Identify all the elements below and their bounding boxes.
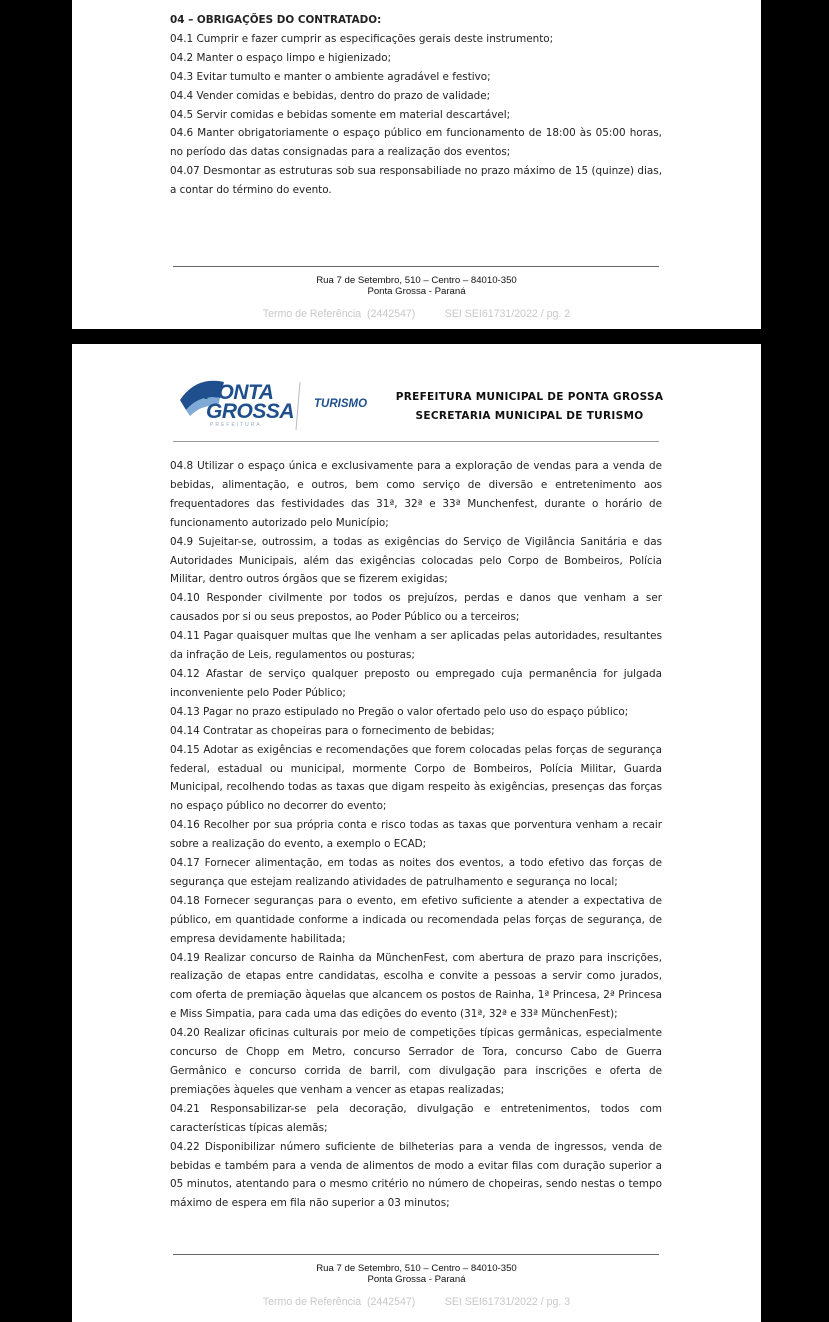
- clause-item: 04.21 Responsabilizar-se pela decoração, divulgação e entretenimentos, todos com características típicas alemãs;: [170, 1102, 662, 1134]
- footer-divider: [173, 1254, 659, 1255]
- clause-item: 04.20 Realizar oficinas culturais por meio de competições típicas germânicas, especialmente concurso de Chopp em Metro, concurso Serrador de Tora, concurso Cabo de Guerra Germânico e concurso corrida de barril, com divulgação para inscrições e oferta de premiações àqueles que venham a vencer as etapas realizadas;: [170, 1027, 662, 1096]
- clause-item: 04.15 Adotar as exigências e recomendações que forem colocadas pelas forças de segurança federal, estadual ou municipal, mormente Corpo de Bombeiros, Polícia Militar, Guarda Municipal, recolhendo todas as taxas que digam respeito às exigências, presenças das forças no espaço público no decorrer do evento;: [170, 743, 662, 813]
- clause-item: 04.07 Desmontar as estruturas sob sua responsabiliade no prazo máximo de 15 (quinze) dias, a contar do término do evento.: [170, 165, 662, 197]
- logo-line-1: PONTA: [204, 381, 274, 404]
- clause-item: 04.8 Utilizar o espaço única e exclusivamente para a exploração de vendas para a venda de bebidas, alimentação, e outros, bem como serviço de diversão e entretenimento aos frequentadores das festividades das 31ª, 32ª e 33ª Munchenfest, durante o horário de funcionamento autorizado pelo Município;: [170, 460, 662, 529]
- logo-line-2: GROSSA: [206, 400, 295, 423]
- header-institution: PREFEITURA MUNICIPAL DE PONTA GROSSA: [395, 391, 664, 403]
- document-page-2: [72, 0, 761, 329]
- clause-item: 04.17 Fornecer alimentação, em todas as noites dos eventos, a todo efetivo das forças de segurança que estejam realizando atividades de patrulhamento e segurança no local;: [170, 857, 662, 888]
- sei-watermark: Termo de Referência (2442547) SEI SEI61731/2022 / pg. 2: [262, 308, 571, 320]
- sei-watermark: Termo de Referência (2442547) SEI SEI61731/2022 / pg. 3: [262, 1296, 571, 1308]
- clause-item: 04.6 Manter obrigatoriamente o espaço público em funcionamento de 18:00 às 05:00 horas, no período das datas consignadas para a realização dos eventos;: [170, 127, 662, 159]
- page-2-body: [170, 11, 662, 200]
- clause-item: 04.18 Fornecer seguranças para o evento, em efetivo suficiente a atender a expectativa de público, em quantidade conforme a indicada ou recomendada pelas forças de segurança, de empresa devidamente habilitada;: [170, 894, 662, 945]
- footer-divider: [173, 266, 659, 267]
- clause-item: 04.1 Cumprir e fazer cumprir as especificações gerais deste instrumento;: [170, 32, 554, 45]
- clause-item: 04.13 Pagar no prazo estipulado no Pregão o valor ofertado pelo uso do espaço público;: [170, 705, 629, 718]
- section-heading: 04 – OBRIGAÇÕES DO CONTRATADO:: [170, 14, 382, 26]
- turismo-logo-tag: TURISMO: [314, 398, 368, 410]
- clause-item: 04.9 Sujeitar-se, outrossim, a todas as exigências do Serviço de Vigilância Sanitária e das Autoridades Municipais, além das exigências colocadas pelo Corpo de Bombeiros, Polícia Militar, dentro outros órgãos que se fizerem exigidas;: [170, 535, 662, 586]
- clause-item: 04.12 Afastar de serviço qualquer preposto ou empregado cuja permanência for julgada inconveniente pelo Poder Público;: [170, 667, 662, 699]
- ponta-grossa-logo: [176, 370, 304, 436]
- header-department: SECRETARIA MUNICIPAL DE TURISMO: [415, 410, 644, 422]
- clause-item: 04.16 Recolher por sua própria conta e risco todas as taxas que porventura venham a recair sobre a realização do evento, a exemplo o ECAD;: [170, 819, 662, 851]
- clause-item: 04.3 Evitar tumulto e manter o ambiente agradável e festivo;: [170, 70, 491, 83]
- clause-item: 04.5 Servir comidas e bebidas somente em material descartável;: [170, 108, 511, 121]
- document-page-3: [72, 344, 761, 1322]
- page-3-body: [170, 457, 662, 1213]
- clause-item: 04.14 Contratar as chopeiras para o fornecimento de bebidas;: [170, 724, 495, 737]
- clause-item: 04.4 Vender comidas e bebidas, dentro do prazo de validade;: [170, 89, 491, 102]
- clause-item: 04.10 Responder civilmente por todos os prejuízos, perdas e danos que venham a ser causados por si ou seus prepostos, ao Poder Público ou a terceiros;: [170, 592, 662, 624]
- header-divider: [173, 441, 659, 442]
- clause-item: 04.11 Pagar quaisquer multas que lhe venham a ser aplicadas pelas autoridades, resultantes da infração de Leis, regulamentos ou posturas;: [170, 630, 662, 662]
- footer-address: Rua 7 de Setembro, 510 – Centro – 84010-350: [316, 1263, 517, 1274]
- logo-subtitle: PREFEITURA: [210, 422, 262, 428]
- clause-item: 04.2 Manter o espaço limpo e higienizado;: [170, 51, 392, 64]
- clause-item: 04.22 Disponibilizar número suficiente de bilheterias para a venda de ingressos, venda de bebidas e também para a venda de alimentos de modo a evitar filas com duração superior a 05 minutos, atentando para o mesmo critério no número de chopeiras, sendo nestas o tempo máximo de espera em fila não superior a 03 minutos;: [170, 1140, 662, 1210]
- clause-item: 04.19 Realizar concurso de Rainha da MünchenFest, com abertura de prazo para inscrições, realização de etapas entre candidatas, escolha e convite a pessoas a servir como jurados, com oferta de premiação àquelas que alcancem os postos de Rainha, 1ª Princesa, 2ª Princesa e Miss Simpatia, para cada uma das edições do evento (31ª, 32ª e 33ª MünchenFest);: [170, 951, 662, 1021]
- footer-city: Ponta Grossa - Paraná: [367, 1274, 466, 1285]
- footer-address: Rua 7 de Setembro, 510 – Centro – 84010-350: [316, 275, 517, 286]
- footer-city: Ponta Grossa - Paraná: [367, 286, 466, 297]
